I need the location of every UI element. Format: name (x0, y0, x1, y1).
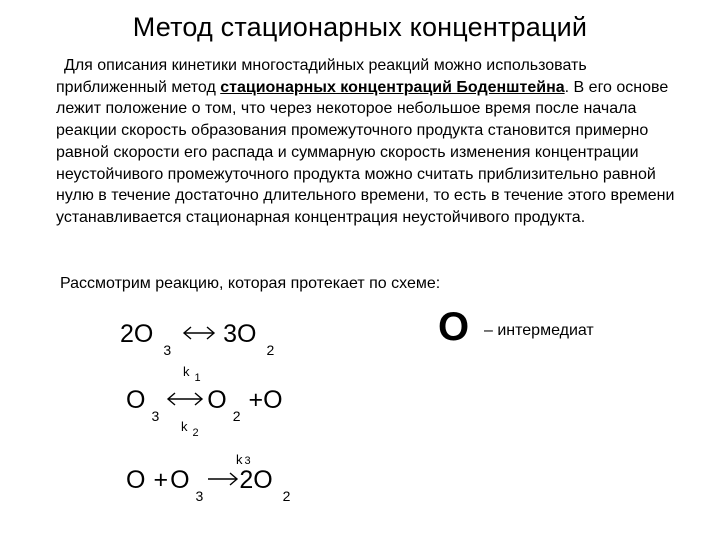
eq3-left-subscript-2: 3 (195, 488, 204, 504)
eq2-left-subscript: 3 (151, 408, 160, 424)
eq3-left-species-1: O (126, 466, 146, 494)
paragraph-emphasis: стационарных концентраций Боденштейна (220, 78, 565, 96)
eq1-right-subscript: 2 (266, 342, 275, 358)
eq3-right-species: 2O (239, 466, 273, 494)
scheme-intro: Рассмотрим реакцию, которая протекает по схеме: (60, 275, 441, 292)
rate-constant-k1: k $_1$ (183, 364, 201, 384)
eq2-right-species-1: O (207, 386, 227, 414)
paragraph-rest: . В его основе лежит положение о том, что через некоторое небольшое время после начала реакции скорость образования промежуточного продукта становится примерно равной скорости его распада и суммарную скорость изменения концентрации неустойчивого промежуточного продукта можно считать приблизительно равной нулю в течение достаточно длительного времени, то есть в течение этого времени устанавливается стационарная концентрация неустойчивого продукта. (56, 78, 675, 226)
eq3-right-subscript: 2 (282, 488, 291, 504)
eq1-left-species: 2O (120, 320, 154, 348)
rate-constant-k3: k 3 (236, 452, 251, 467)
eq2-plus: + (248, 386, 264, 414)
paragraph-lead: Для описания кинетики многостадийных реакций можно использовать приближенный метод (56, 57, 587, 96)
eq2-left-species: O (126, 386, 146, 414)
equation-2 (126, 386, 283, 424)
intermediate-symbol: O (438, 305, 470, 349)
eq1-right-species: 3O (223, 320, 257, 348)
double-arrow-icon (181, 320, 217, 345)
main-paragraph (56, 55, 696, 229)
equation-1 (120, 320, 284, 358)
eq1-left-subscript: 3 (163, 342, 172, 358)
equation-3 (126, 466, 300, 504)
forward-arrow-icon (207, 466, 239, 491)
eq2-right-species-2: O (263, 386, 283, 414)
eq3-left-species-2: O (170, 466, 190, 494)
reversible-arrow-icon (165, 386, 205, 411)
intermediate-label: – интермедиат (484, 322, 594, 339)
rate-constant-k2: k $_2$ (181, 419, 199, 439)
eq3-plus: + (153, 466, 169, 494)
slide-title: Метод стационарных концентраций (132, 12, 588, 42)
eq2-right-subscript-1: 2 (232, 408, 241, 424)
